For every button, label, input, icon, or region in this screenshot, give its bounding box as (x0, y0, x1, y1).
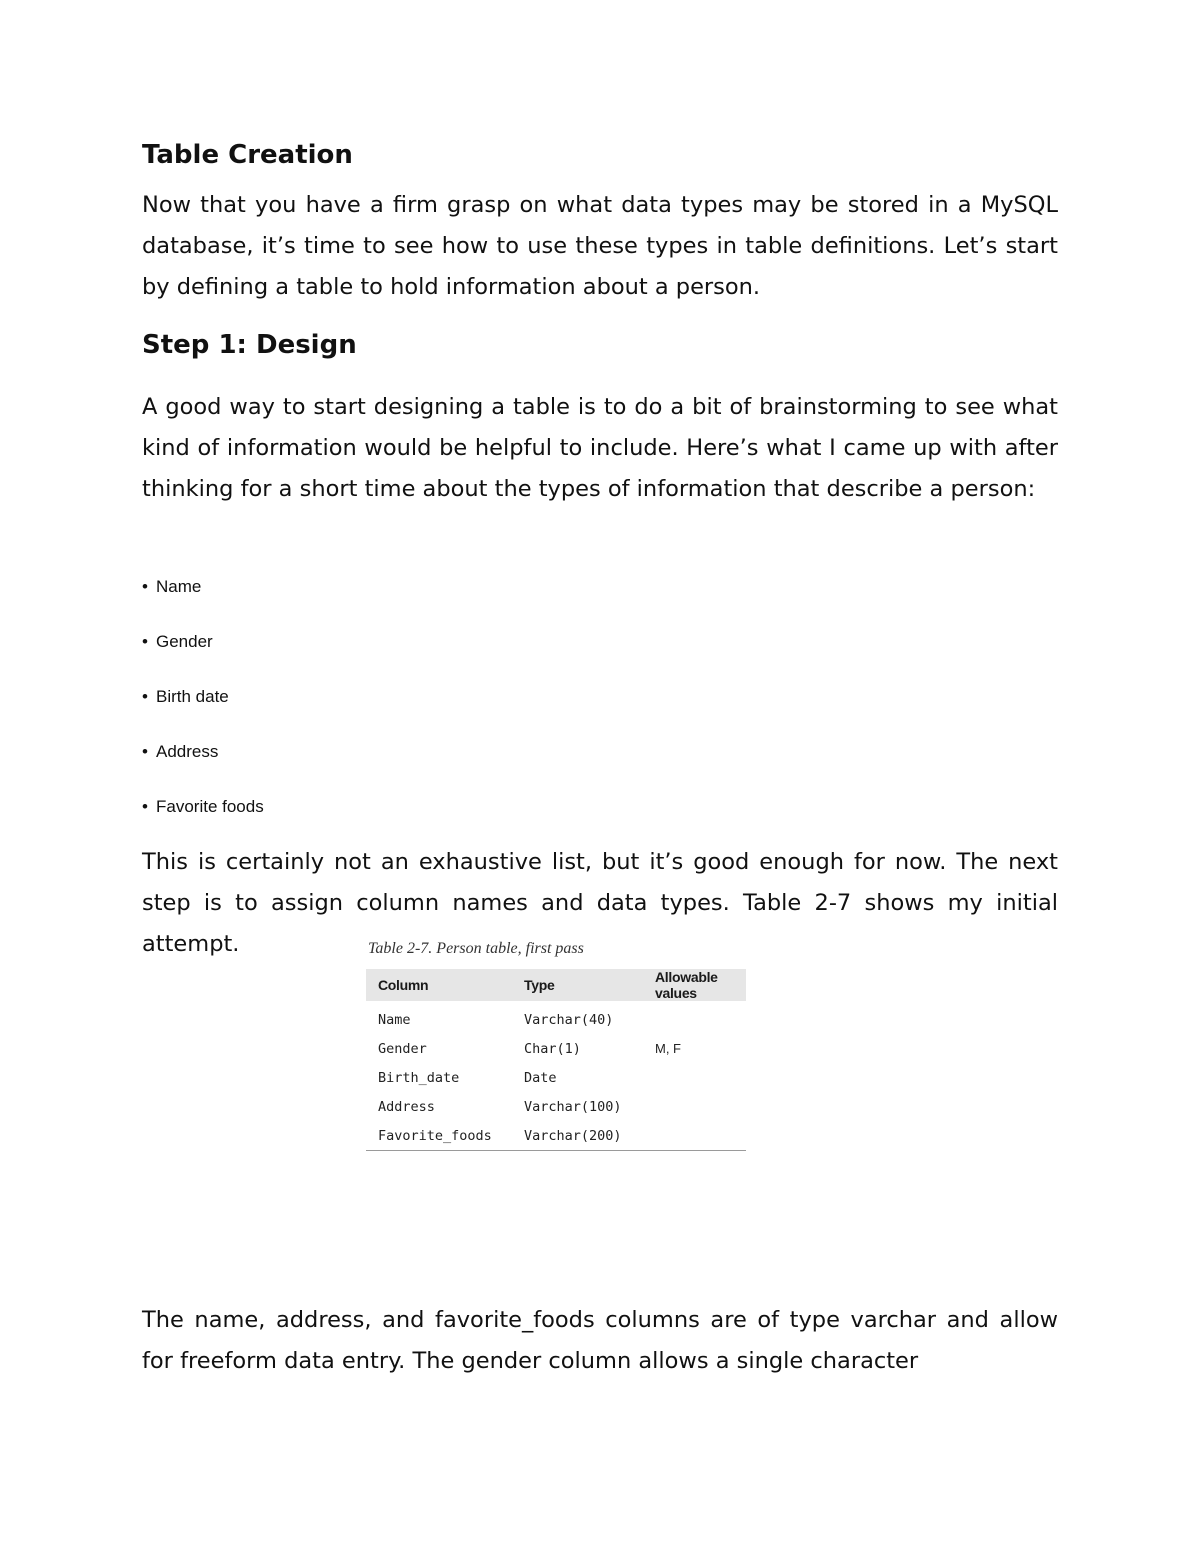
cell-type: Varchar(200) (524, 1127, 622, 1144)
table-header-row (366, 969, 746, 1001)
cell-column: Address (378, 1098, 435, 1115)
heading-table-creation: Table Creation (142, 140, 353, 170)
table-row (366, 1121, 746, 1151)
cell-allowable-values (643, 1001, 746, 1034)
cell-type: Varchar(100) (524, 1098, 622, 1115)
bullet-icon: • (142, 797, 148, 816)
closing-paragraph: The name, address, and favorite_foods columns are of type varchar and allow for freeform data entry. The gender column allows a single character (142, 1307, 1058, 1374)
design-paragraph: A good way to start designing a table is to do a bit of brainstorming to see what kind of information would be helpful to include. Here’s what I came up with after thinking for a short time about the types of information that describe a person: (142, 394, 1058, 502)
person-table (366, 969, 746, 1151)
cell-column: Gender (378, 1040, 427, 1057)
list-item-label: Name (156, 577, 202, 596)
list-item (142, 737, 264, 792)
cell-column: Favorite_foods (378, 1127, 492, 1144)
cell-column: Name (378, 1011, 411, 1028)
table-row (366, 1092, 746, 1121)
list-item (142, 792, 264, 847)
cell-type: Char(1) (524, 1040, 581, 1057)
bullet-icon: • (142, 577, 148, 596)
cell-allowable-values (643, 1092, 746, 1121)
figure-caption: Table 2-7. Person table, first pass (368, 940, 584, 957)
attribute-bullet-list (142, 572, 264, 847)
bullet-icon: • (142, 687, 148, 706)
list-item-label: Address (156, 742, 219, 761)
cell-type: Varchar(40) (524, 1011, 614, 1028)
list-item (142, 572, 264, 627)
table-row (366, 1063, 746, 1092)
bullet-icon: • (142, 632, 148, 651)
next-step-paragraph: This is certainly not an exhaustive list, but it’s good enough for now. The next step is to assign column names and data types. Table 2-7 shows my initial attempt. (142, 849, 1058, 957)
bullet-icon: • (142, 742, 148, 761)
heading-step-1-design: Step 1: Design (142, 330, 357, 360)
column-header-column: Column (366, 969, 512, 1001)
column-header-allowable-values: Allowable values (643, 969, 746, 1001)
list-item-label: Birth date (156, 687, 229, 706)
list-item-label: Gender (156, 632, 213, 651)
cell-allowable-values (643, 1121, 746, 1151)
table-row (366, 1034, 746, 1063)
cell-column: Birth_date (378, 1069, 460, 1086)
list-item (142, 682, 264, 737)
cell-type: Date (524, 1069, 557, 1086)
table-row (366, 1001, 746, 1034)
list-item-label: Favorite foods (156, 797, 264, 816)
column-header-type: Type (512, 969, 643, 1001)
person-table-figure (366, 937, 746, 1151)
intro-paragraph: Now that you have a firm grasp on what data types may be stored in a MySQL database, it’s time to see how to use these types in table definitions. Let’s start by defining a table to hold information about a person. (142, 192, 1058, 300)
cell-allowable-values (643, 1063, 746, 1092)
list-item (142, 627, 264, 682)
cell-allowable-values: M, F (655, 1041, 681, 1056)
